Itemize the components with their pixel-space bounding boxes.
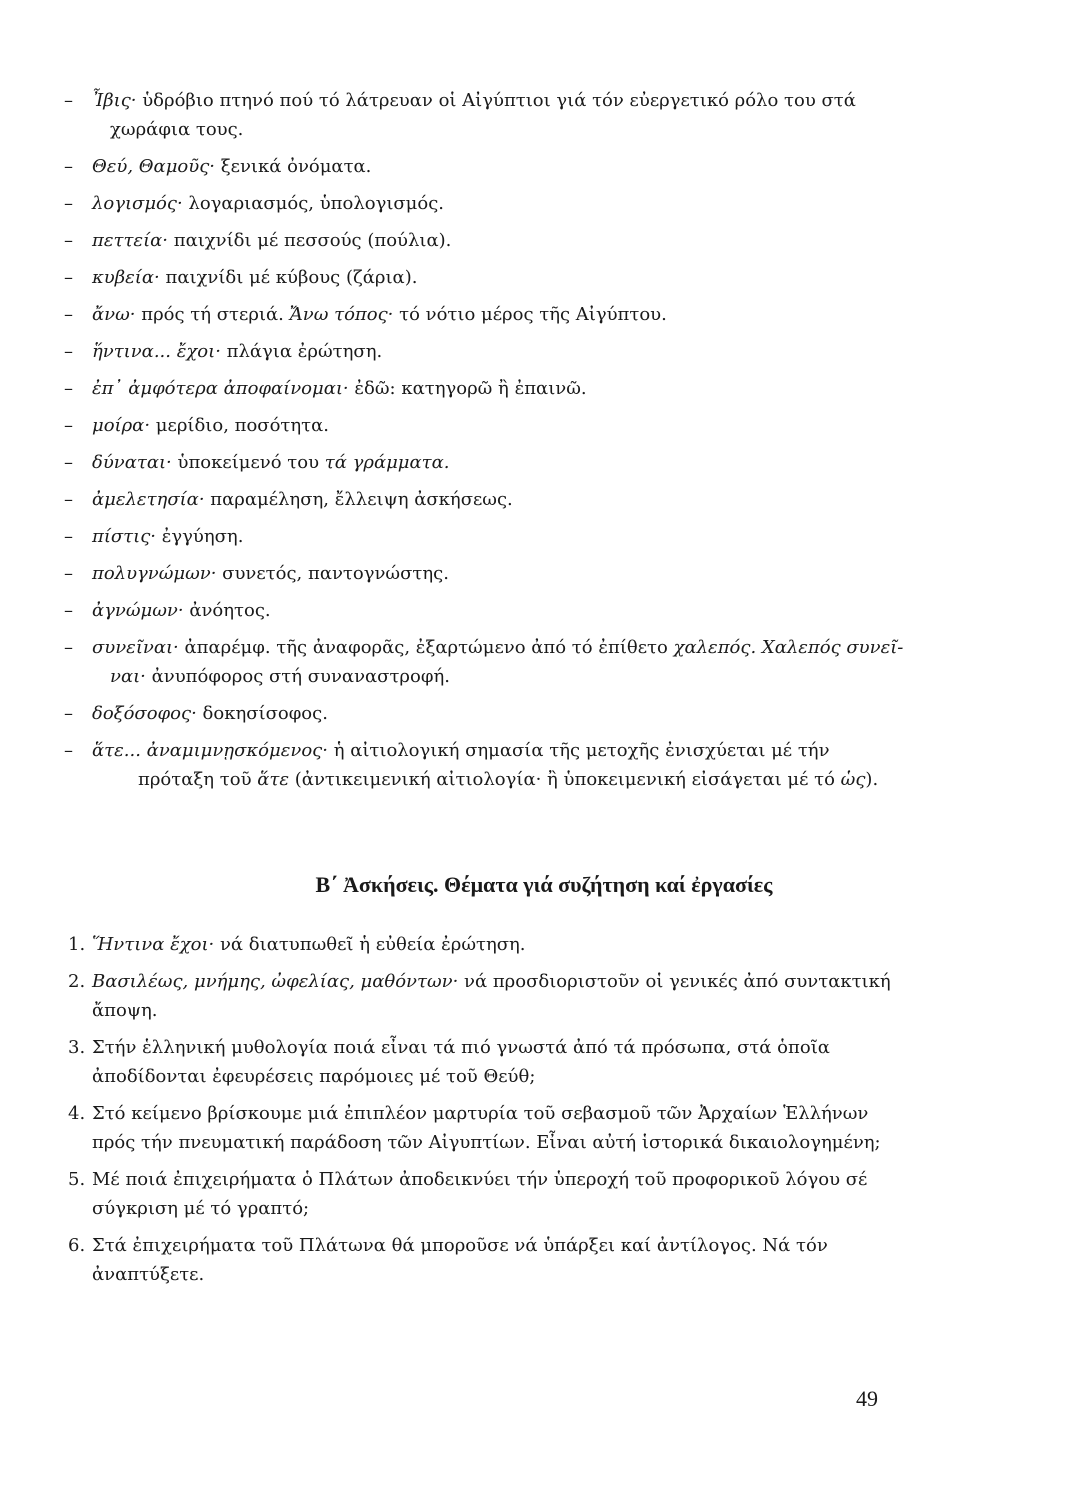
exercises-list xyxy=(64,930,900,1297)
glossary-definition: πρόταξη τοῦ xyxy=(138,769,252,790)
exercise-number: 5. xyxy=(68,1169,86,1190)
glossary-definition: ἀνυπόφορος στή συναναστροφή. xyxy=(151,666,450,687)
glossary-item xyxy=(64,699,904,728)
glossary-item xyxy=(64,374,904,403)
glossary-list xyxy=(64,86,904,802)
glossary-item xyxy=(64,485,904,514)
page-number: 49 xyxy=(856,1386,878,1411)
glossary-term: κυβεία· xyxy=(92,267,160,288)
glossary-definition: ἡ αἰτιολογική σημασία τῆς μετοχῆς ἐνισχύεται μέ τήν xyxy=(333,740,830,761)
dash: – xyxy=(64,267,73,288)
exercise-item xyxy=(64,1231,900,1289)
glossary-term: ἅτε xyxy=(257,769,290,790)
glossary-definition: παιχνίδι μέ κύβους (ζάρια). xyxy=(165,267,418,288)
dash: – xyxy=(64,156,73,177)
glossary-definition: μερίδιο, ποσότητα. xyxy=(155,415,330,436)
glossary-term: ναι· xyxy=(110,666,146,687)
glossary-definition: παιχνίδι μέ πεσσούς (πούλια). xyxy=(173,230,452,251)
glossary-term: δύναται· xyxy=(92,452,172,473)
glossary-continuation: χωράφια τους. xyxy=(110,119,244,140)
glossary-item xyxy=(64,300,904,329)
glossary-definition: ἐγγύηση. xyxy=(161,526,244,547)
glossary-definition: ἀνόητος. xyxy=(189,600,271,621)
glossary-definition: ὑδρόβιο πτηνό πού τό λάτρευαν οἱ Αἰγύπτιοι γιά τόν εὐεργετικό ρόλο του στά xyxy=(142,90,856,111)
glossary-continuation xyxy=(92,662,904,691)
exercise-number: 4. xyxy=(68,1103,86,1124)
glossary-definition: ὑποκείμενό του xyxy=(177,452,320,473)
dash: – xyxy=(64,703,73,724)
dash: – xyxy=(64,526,73,547)
dash: – xyxy=(64,341,73,362)
glossary-term: ἐπ᾽ ἀμφότερα ἀποφαίνομαι· xyxy=(92,378,349,399)
glossary-definition: συνετός, παντογνώστης. xyxy=(222,563,449,584)
glossary-item xyxy=(64,448,904,477)
dash: – xyxy=(64,230,73,251)
exercise-item xyxy=(64,1033,900,1091)
glossary-definition: ). xyxy=(865,769,879,790)
glossary-item xyxy=(64,522,904,551)
dash: – xyxy=(64,90,73,111)
glossary-item xyxy=(64,633,904,691)
exercise-text: Στήν ἑλληνική μυθολογία ποιά εἶναι τά πιό γνωστά ἀπό τά πρόσωπα, στά ὁποῖα ἀποδίδονται ἐφευρέσεις παρόμοιες μέ τοῦ Θεύθ; xyxy=(92,1037,830,1087)
dash: – xyxy=(64,304,73,325)
glossary-item xyxy=(64,559,904,588)
glossary-term: ἅτε... ἀναμιμνῃσκόμενος· xyxy=(92,740,328,761)
glossary-term: πολυγνώμων· xyxy=(92,563,217,584)
exercise-text: Στό κείμενο βρίσκουμε μιά ἐπιπλέον μαρτυρία τοῦ σεβασμοῦ τῶν Ἀρχαίων Ἑλλήνων πρός τήν πνευματική παράδοση τῶν Αἰγυπτίων. Εἶναι αὐτή ἱστορικά δικαιολογημένη; xyxy=(92,1103,881,1153)
glossary-term: ἄνω· xyxy=(92,304,136,325)
glossary-term: Θεύ, Θαμοῦς· xyxy=(92,156,215,177)
glossary-definition: ξενικά ὀνόματα. xyxy=(220,156,372,177)
glossary-definition: πρός τή στεριά. xyxy=(141,304,284,325)
dash: – xyxy=(64,637,73,658)
glossary-definition: λογαριασμός, ὑπολογισμός. xyxy=(188,193,445,214)
glossary-definition: ἐδῶ: κατηγορῶ ἢ ἐπαινῶ. xyxy=(354,378,587,399)
glossary-term: πίστις· xyxy=(92,526,156,547)
glossary-term: Ἶβις· xyxy=(92,90,137,111)
glossary-definition: πλάγια ἐρώτηση. xyxy=(226,341,383,362)
glossary-term: λογισμός· xyxy=(92,193,183,214)
glossary-term: συνεῖναι· xyxy=(92,637,179,658)
glossary-definition: (ἀντικειμενική αἰτιολογία· ἢ ὑποκειμενική εἰσάγεται μέ τό xyxy=(294,769,835,790)
exercise-item xyxy=(64,967,900,1025)
glossary-item xyxy=(64,226,904,255)
glossary-term: δοξόσοφος· xyxy=(92,703,197,724)
exercise-number: 1. xyxy=(68,934,86,955)
glossary-item xyxy=(64,337,904,366)
glossary-term: πεττεία· xyxy=(92,230,168,251)
exercise-text: Στά ἐπιχειρήματα τοῦ Πλάτωνα θά μποροῦσε νά ὑπάρξει καί ἀντίλογος. Νά τόν ἀναπτύξετε. xyxy=(92,1235,828,1285)
glossary-item xyxy=(64,736,904,794)
dash: – xyxy=(64,415,73,436)
glossary-item xyxy=(64,152,904,181)
exercise-text: Μέ ποιά ἐπιχειρήματα ὁ Πλάτων ἀποδεικνύει τήν ὑπεροχή τοῦ προφορικοῦ λόγου σέ σύγκριση μέ τό γραπτό; xyxy=(92,1169,868,1219)
exercise-item xyxy=(64,1165,900,1223)
glossary-item xyxy=(64,596,904,625)
glossary-term: τά γράμματα. xyxy=(324,452,450,473)
glossary-continuation xyxy=(92,765,904,794)
glossary-item xyxy=(64,411,904,440)
exercise-term: Βασιλέως, μνήμης, ὠφελίας, μαθόντων· xyxy=(92,971,459,992)
dash: – xyxy=(64,452,73,473)
glossary-definition: τό νότιο μέρος τῆς Αἰγύπτου. xyxy=(399,304,667,325)
exercise-number: 6. xyxy=(68,1235,86,1256)
exercise-text: νά προσδιοριστοῦν οἱ γενικές ἀπό συντακτική ἄποψη. xyxy=(92,971,891,1021)
exercise-term: Ἥντινα ἔχοι· xyxy=(92,934,215,955)
glossary-item xyxy=(64,263,904,292)
section-title: Β΄ Ἀσκήσεις. Θέματα γιά συζήτηση καί ἐργασίες xyxy=(315,872,773,897)
dash: – xyxy=(64,563,73,584)
glossary-definition: ἀπαρέμφ. τῆς ἀναφορᾶς, ἐξαρτώμενο ἀπό τό ἐπίθετο xyxy=(184,637,668,658)
exercise-item xyxy=(64,1099,900,1157)
glossary-item xyxy=(64,86,904,144)
glossary-term: χαλεπός. Χαλεπός συνεῖ- xyxy=(673,637,904,658)
glossary-term: Ἄνω τόπος· xyxy=(289,304,394,325)
glossary-definition: δοκησίσοφος. xyxy=(202,703,328,724)
dash: – xyxy=(64,193,73,214)
exercise-item xyxy=(64,930,900,959)
glossary-term: μοίρα· xyxy=(92,415,151,436)
glossary-definition: παραμέληση, ἔλλειψη ἀσκήσεως. xyxy=(210,489,513,510)
glossary-term: ὡς xyxy=(840,769,866,790)
exercise-number: 3. xyxy=(68,1037,86,1058)
exercise-text: νά διατυπωθεῖ ἡ εὐθεία ἐρώτηση. xyxy=(219,934,526,955)
glossary-term: ἀμελετησία· xyxy=(92,489,205,510)
dash: – xyxy=(64,740,73,761)
dash: – xyxy=(64,489,73,510)
exercise-number: 2. xyxy=(68,971,86,992)
dash: – xyxy=(64,600,73,621)
glossary-term: ἀγνώμων· xyxy=(92,600,184,621)
dash: – xyxy=(64,378,73,399)
glossary-term: ἥντινα... ἔχοι· xyxy=(92,341,221,362)
glossary-item xyxy=(64,189,904,218)
